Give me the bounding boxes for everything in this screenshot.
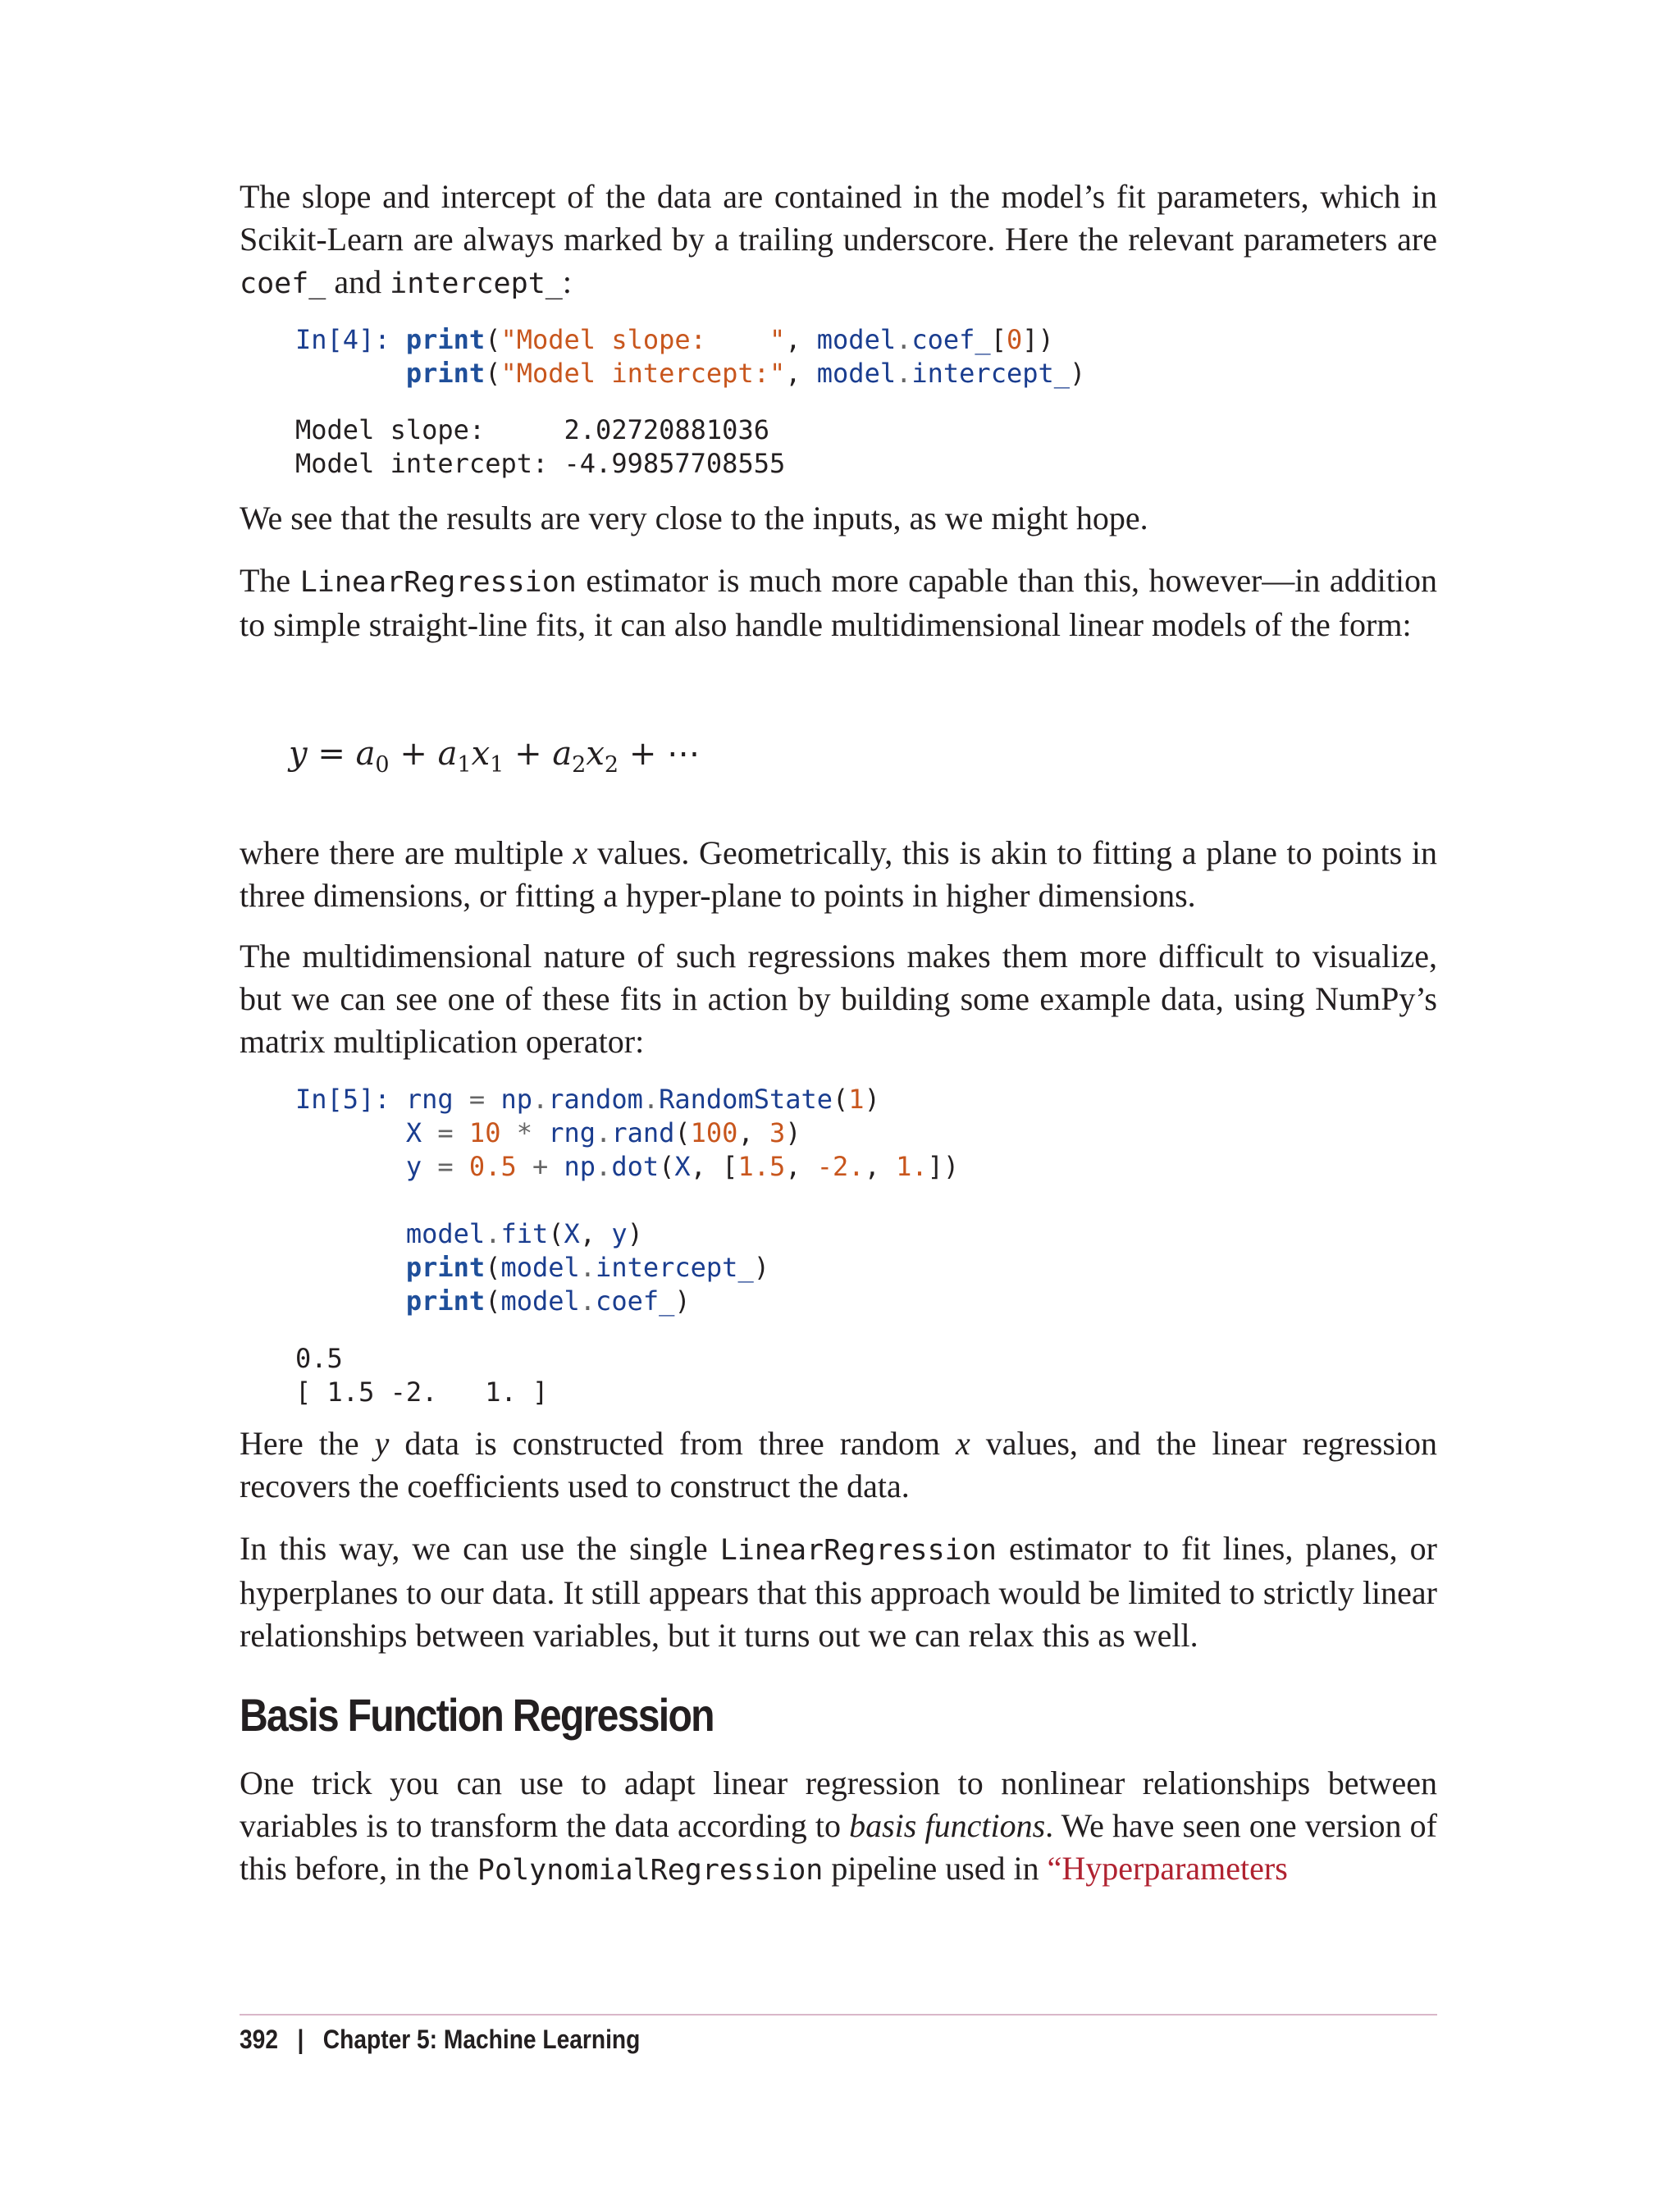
code-output-in4 — [295, 413, 785, 481]
paragraph-linear-regression: The LinearRegression estimator is much more capable than this, however—in addition to simple straight-line fits, it can also handle multidimensional linear models of the form: — [240, 562, 1438, 643]
code-output-in5 — [295, 1342, 548, 1409]
footer-rule — [240, 2014, 1437, 2016]
output-line: 0.5 — [295, 1343, 343, 1374]
output-line: [ 1.5 -2. 1. ] — [295, 1376, 549, 1408]
footer-separator: | — [297, 2025, 304, 2054]
paragraph-multidimensional: The multidimensional nature of such regressions makes them more difficult to visualize, but we can see one of these fits in action by building some example data, using NumPy’s matrix multiplication operator: — [240, 938, 1437, 1060]
code-block-in5: In[5]: rng = np.random.RandomState(1) X = 10 * rng.rand(100, 3) y = 0.5 + np.dot(X, [1.5, -2., 1.]) model.fit(X, y) print(model.intercept_) print(model.coef_) — [295, 1084, 960, 1317]
inline-code-linearregression: LinearRegression — [719, 1534, 997, 1567]
section-heading: Basis Function Regression — [240, 1689, 714, 1741]
equation-linear-model: $y = a_0 + a_1x_1 + a_2x_2$ + ⋯ — [289, 735, 701, 778]
paragraph-results: We see that the results are very close to the inputs, as we might hope. — [240, 500, 1148, 536]
inline-code-intercept: intercept_ — [390, 267, 563, 300]
paragraph-basis-functions: One trick you can use to adapt linear regression to nonlinear relationships between variables is to transform the data according to basis functions. We have seen one version of this before, in the PolynomialRegression pipeline used in “Hyperparameters — [240, 1764, 1437, 1887]
inline-code-linearregression: LinearRegression — [299, 566, 577, 599]
paragraph-multiple-x: where there are multiple x values. Geometrically, this is akin to fitting a plane to points in three dimensions, or fitting a hyper-plane to points in higher dimensions. — [240, 834, 1438, 914]
chapter-title: Chapter 5: Machine Learning — [322, 2025, 641, 2054]
inline-code-polynomialregression: PolynomialRegression — [477, 1854, 824, 1887]
paragraph-in-this-way: In this way, we can use the single LinearRegression estimator to fit lines, planes, or hyperplanes to our data. It still appears that this approach would be limited to strictly linear relationships between variables, but it turns out we can relax this as well. — [240, 1530, 1437, 1654]
output-line: Model slope: 2.02720881036 — [295, 414, 769, 445]
cross-reference-link[interactable]: “Hyperparameters — [1047, 1850, 1288, 1887]
paragraph-fit-parameters: The slope and intercept of the data are contained in the model’s fit parameters, which in Scikit-Learn are always marked by a trailing underscore. Here the relevant parameters are coef_ and intercept_: — [240, 178, 1437, 300]
inline-code-coef: coef_ — [240, 267, 326, 300]
page-number: 392 — [240, 2025, 278, 2054]
output-line: Model intercept: -4.99857708555 — [295, 448, 786, 479]
code-block-in4: In[4]: print("Model slope: ", model.coef_[0]) print("Model intercept:", model.intercept_) — [295, 324, 1086, 389]
page-footer — [240, 2025, 640, 2055]
paragraph-y-data: Here the y data is constructed from three random x values, and the linear regression recovers the coefficients used to construct the data. — [240, 1425, 1437, 1504]
